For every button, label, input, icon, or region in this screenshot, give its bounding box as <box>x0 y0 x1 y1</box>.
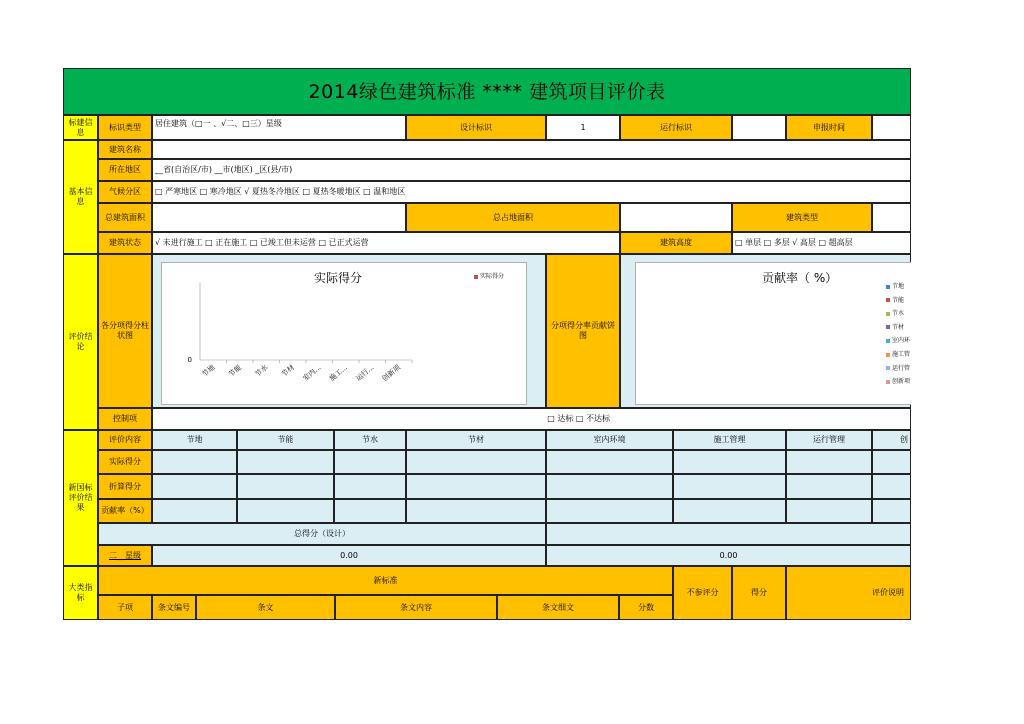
pie-chart <box>635 262 911 405</box>
label-design: 设计标识 <box>406 115 546 140</box>
bar-chart-category-label: 创新项 <box>380 363 403 384</box>
criteria-score: 分数 <box>619 595 673 620</box>
type-value[interactable]: 居住建筑（□一 、√二、□三）星级 <box>152 115 406 140</box>
label-total-area: 总建筑面积 <box>98 203 152 232</box>
label-status: 建筑状态 <box>98 232 152 254</box>
label-pie-chart: 分项得分率贡献饼图 <box>546 254 620 408</box>
section-label-building-info: 标建信息 <box>63 115 98 140</box>
results-col-indoor: 室内环境 <box>546 430 673 450</box>
label-region: 所在地区 <box>98 159 152 181</box>
apply-time-value[interactable] <box>872 115 911 140</box>
pie-legend-label: 节能 <box>892 296 905 304</box>
results-cell[interactable] <box>152 499 237 523</box>
pie-legend-item <box>886 337 910 345</box>
results-cell[interactable] <box>152 450 237 474</box>
results-cell[interactable] <box>334 499 406 523</box>
legend-swatch-icon <box>886 353 890 357</box>
label-score: 得分 <box>732 566 786 620</box>
label-control: 控制项 <box>98 408 152 430</box>
pie-legend-item <box>886 283 904 291</box>
results-cell[interactable] <box>406 450 546 474</box>
results-cell[interactable] <box>334 474 406 499</box>
label-explanation: 评价说明 <box>786 566 911 620</box>
legend-swatch-icon <box>886 366 890 370</box>
status-value[interactable]: √ 未进行施工 □ 正在施工 □ 已竣工但未运营 □ 已正式运营 <box>152 232 620 254</box>
legend-swatch-icon <box>886 325 890 329</box>
results-cell[interactable] <box>334 450 406 474</box>
sheet-title <box>63 68 911 115</box>
results-cell[interactable] <box>546 474 673 499</box>
label-total-score: 总得分（设计） <box>98 523 546 545</box>
label-operation: 运行标识 <box>620 115 732 140</box>
pie-legend-label: 节地 <box>892 283 905 290</box>
results-row-actual: 实际得分 <box>98 450 152 474</box>
pie-legend-item <box>886 324 904 332</box>
pie-chart-title: 贡献率（ %） <box>762 271 838 285</box>
design-value[interactable]: 1 <box>546 115 620 140</box>
results-cell[interactable] <box>673 474 786 499</box>
criteria-article: 条文 <box>196 595 335 620</box>
results-cell[interactable] <box>406 499 546 523</box>
section-label-results: 新国标评价结果 <box>63 430 98 566</box>
legend-swatch-icon <box>886 380 890 384</box>
results-cell[interactable] <box>237 450 334 474</box>
results-cell[interactable] <box>406 474 546 499</box>
results-cell[interactable] <box>786 499 872 523</box>
legend-swatch-icon <box>886 285 890 289</box>
pie-legend-item <box>886 365 910 373</box>
label-land-area: 总占地面积 <box>406 203 620 232</box>
height-value[interactable]: □ 单层 □ 多层 √ 高层 □ 超高层 <box>732 232 911 254</box>
star-value-right[interactable]: 0.00 <box>546 545 911 566</box>
operation-value[interactable] <box>732 115 786 140</box>
land-area-value[interactable] <box>620 203 732 232</box>
results-col-construction: 施工管理 <box>673 430 786 450</box>
results-cell[interactable] <box>872 474 911 499</box>
label-building-type: 建筑类型 <box>732 203 872 232</box>
results-col-content: 评价内容 <box>98 430 152 450</box>
label-not-participate: 不参评分 <box>673 566 732 620</box>
results-col-land: 节地 <box>152 430 237 450</box>
pie-legend-label: 运行管 <box>892 364 911 372</box>
evaluation-sheet <box>63 68 911 624</box>
bar-chart <box>161 262 527 405</box>
results-cell[interactable] <box>237 499 334 523</box>
section-label-basic-info: 基本信息 <box>63 140 98 254</box>
results-col-material: 节材 <box>406 430 546 450</box>
results-col-water: 节水 <box>334 430 406 450</box>
climate-value[interactable]: □ 严寒地区 □ 寒冷地区 √ 夏热冬冷地区 □ 夏热冬暖地区 □ 温和地区 <box>152 181 911 203</box>
results-row-contribution: 贡献率（%） <box>98 499 152 523</box>
section-label-criteria: 大类指标 <box>63 566 98 620</box>
criteria-article-content: 条文内容 <box>335 595 497 620</box>
pie-legend-label: 室内环 <box>892 337 911 345</box>
label-climate: 气候分区 <box>98 181 152 203</box>
criteria-subitem: 子项 <box>98 595 152 620</box>
bar-chart-category-label: 节能 <box>227 363 244 379</box>
results-cell[interactable] <box>872 499 911 523</box>
bar-chart-category-label: 节材 <box>280 363 297 379</box>
section-label-evaluation: 评价结论 <box>63 254 98 430</box>
building-type-value[interactable] <box>872 203 911 232</box>
results-cell[interactable] <box>546 499 673 523</box>
results-col-operation: 运行管理 <box>786 430 872 450</box>
bar-chart-category-label: 节地 <box>200 363 217 379</box>
results-cell[interactable] <box>546 450 673 474</box>
label-height: 建筑高度 <box>620 232 732 254</box>
label-name: 建筑名称 <box>98 140 152 159</box>
bar-chart-category-label: 室内... <box>301 363 323 383</box>
page-edge <box>911 68 913 624</box>
label-star-level: 二__星级 <box>98 545 152 566</box>
star-value-left[interactable]: 0.00 <box>152 545 546 566</box>
legend-swatch-icon <box>886 312 890 316</box>
pie-legend-item <box>886 310 904 318</box>
pie-legend-label: 施工管 <box>892 351 911 358</box>
bar-chart-category-label: 运行... <box>354 363 376 383</box>
pie-legend-label: 节材 <box>892 323 905 331</box>
bar-chart-title: 实际得分 <box>314 271 363 285</box>
bar-chart-category-label: 节水 <box>253 363 270 379</box>
results-cell[interactable] <box>786 474 872 499</box>
legend-swatch-icon <box>886 298 890 302</box>
bar-chart-category-label: 施工... <box>328 363 350 383</box>
sheet-title-text: 2014绿色建筑标准 **** 建筑项目评价表 <box>308 80 666 103</box>
criteria-article-number: 条文编号 <box>152 595 196 620</box>
criteria-article-detail: 条文细文 <box>497 595 619 620</box>
legend-swatch-icon <box>886 339 890 343</box>
results-row-converted: 折算得分 <box>98 474 152 499</box>
pie-legend-label: 创新项 <box>892 378 911 386</box>
results-col-energy: 节能 <box>237 430 334 450</box>
label-apply-time: 申报时间 <box>786 115 872 140</box>
pie-legend-item <box>886 351 910 359</box>
pie-legend-item <box>886 297 904 305</box>
results-cell[interactable] <box>673 450 786 474</box>
control-value[interactable]: □ 达标 □ 不达标 <box>152 408 911 430</box>
results-cell[interactable] <box>673 499 786 523</box>
pie-legend-item <box>886 378 910 386</box>
results-col-innovation: 创 <box>872 430 911 450</box>
total-area-value[interactable] <box>152 203 406 232</box>
label-type: 标识类型 <box>98 115 152 140</box>
results-cell[interactable] <box>786 450 872 474</box>
results-cell[interactable] <box>152 474 237 499</box>
bar-chart-legend: 实际得分 <box>474 273 504 281</box>
bar-chart-plot <box>162 263 528 406</box>
name-value[interactable] <box>152 140 911 159</box>
results-cell[interactable] <box>872 450 911 474</box>
bar-chart-tick-label: 0 <box>187 356 192 364</box>
label-bar-chart: 各分项得分柱状图 <box>98 254 152 408</box>
label-new-standard: 新标准 <box>98 566 673 595</box>
results-cell[interactable] <box>237 474 334 499</box>
total-score-right[interactable] <box>546 523 911 545</box>
pie-legend-label: 节水 <box>892 310 905 318</box>
region-value[interactable]: __省(自治区/市) __市(地区) _区(县/市) <box>152 159 911 181</box>
